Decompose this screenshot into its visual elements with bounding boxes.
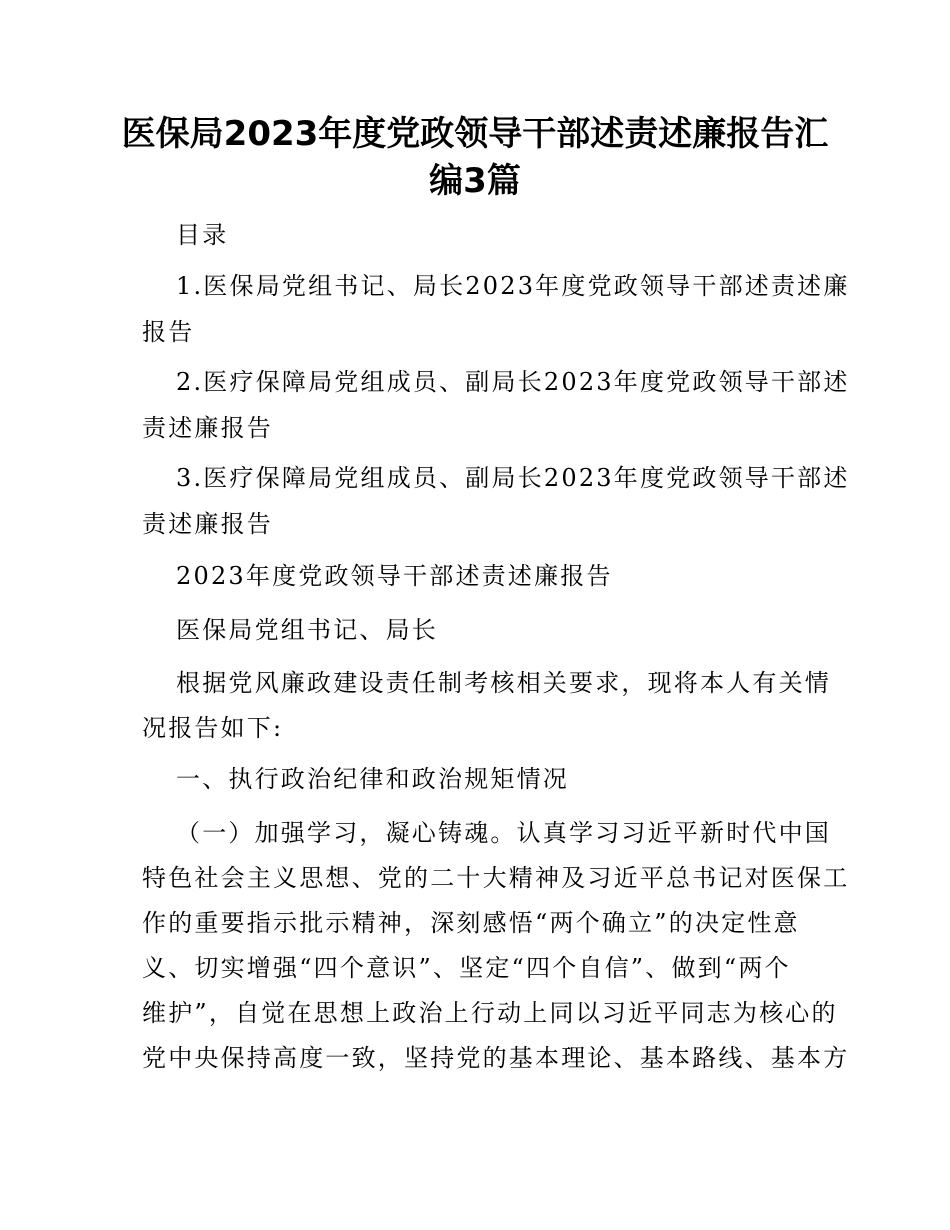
- report-author: 医保局党组书记、局长: [176, 616, 438, 644]
- paragraph-line: （一）加强学习，凝心铸魂。认真学习习近平新时代中国: [176, 819, 831, 847]
- paragraph-line: 维护”，自觉在思想上政治上行动上同以习近平同志为核心的: [142, 999, 838, 1027]
- toc-item-1: 1.医保局党组书记、局长2023年度党政领导干部述责述廉: [176, 272, 850, 300]
- paragraph-line: 义、切实增强“四个意识”、坚定“四个自信”、做到“两个: [142, 954, 791, 982]
- paragraph-line: 作的重要指示批示精神，深刻感悟“两个确立”的决定性意: [142, 909, 800, 937]
- toc-item-3-continued: 责述廉报告: [142, 510, 273, 538]
- document-title-line-1: 医保局2023年度党政领导干部述责述廉报告汇: [121, 114, 829, 154]
- document-title-line-2: 编3篇: [429, 161, 521, 201]
- toc-item-3: 3.医疗保障局党组成员、副局长2023年度党政领导干部述: [176, 464, 850, 492]
- toc-item-2: 2.医疗保障局党组成员、副局长2023年度党政领导干部述: [176, 368, 850, 396]
- paragraph-line: 况报告如下:: [142, 714, 284, 742]
- paragraph-line: 特色社会主义思想、党的二十大精神及习近平总书记对医保工: [142, 864, 850, 892]
- paragraph-line: 党中央保持高度一致，坚持党的基本理论、基本路线、基本方: [142, 1044, 850, 1072]
- toc-item-2-continued: 责述廉报告: [142, 414, 273, 442]
- toc-heading: 目录: [176, 221, 229, 249]
- paragraph-line: 根据党风廉政建设责任制考核相关要求，现将本人有关情: [176, 669, 831, 697]
- section-heading: 一、执行政治纪律和政治规矩情况: [176, 765, 569, 793]
- report-heading: 2023年度党政领导干部述责述廉报告: [176, 562, 613, 590]
- toc-item-1-continued: 报告: [142, 318, 195, 346]
